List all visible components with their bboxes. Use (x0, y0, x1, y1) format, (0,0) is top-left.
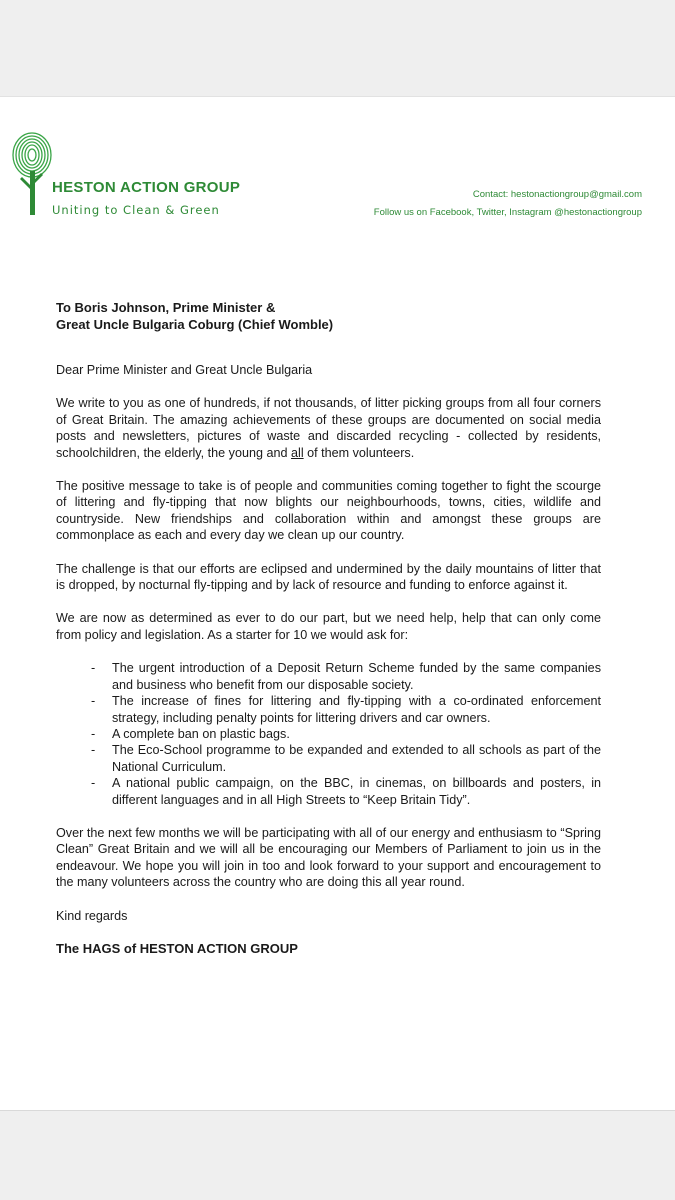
bullet-dash: - (91, 776, 96, 791)
paragraph-1 (56, 395, 601, 461)
list-item (91, 775, 601, 808)
closing: Kind regards (56, 908, 128, 923)
bullet-dash: - (91, 726, 96, 741)
addressee-line-2: Great Uncle Bulgaria Coburg (Chief Womble) (56, 317, 334, 332)
bullet-dash: - (91, 743, 96, 758)
paragraph-2: The positive message to take is of people and communities coming together to fight the scourge of littering and fly-tipping that now blights our neighbourhoods, towns, cities, wildlife and countryside. New friendships and collaboration within and amongst these groups are commonplace as each and every day we clean up our country. (56, 479, 601, 543)
list-item (91, 742, 601, 775)
list-item-text: The urgent introduction of a Deposit Return Scheme funded by the same companies and business who benefit from our disposable society. (112, 661, 601, 692)
paragraph-5: Over the next few months we will be participating with all of our energy and enthusiasm to “Spring Clean” Great Britain and we will all be encouraging our Members of Parliament to join us in the endeavour. We hope you will join in too and look forward to your support and encouragement to the many volunteers across the country who are doing this all year round. (56, 825, 601, 890)
paragraph-1-text: We write to you as one of hundreds, if not thousands, of litter picking groups from all four corners of Great Britain. The amazing achievements of these groups are documented on social media posts and newsletters, pictures of waste and discarded recycling - collected by residents, schoolchildren, the elderly, the young and (56, 396, 601, 460)
org-tagline: Uniting to Clean & Green (52, 203, 220, 217)
bullet-dash: - (91, 661, 96, 676)
org-name: HESTON ACTION GROUP (52, 179, 241, 196)
underlined-word: all (291, 445, 304, 460)
list-item-text: A national public campaign, on the BBC, in cinemas, on billboards and posters, in different languages and in all High Streets to “Keep Britain Tidy”. (112, 776, 601, 807)
bullet-dash: - (91, 694, 96, 709)
paragraph-1-end: of them volunteers. (303, 445, 415, 460)
green-fingerprint-tree-icon (10, 131, 52, 217)
paragraph-3: The challenge is that our efforts are eclipsed and undermined by the daily mountains of litter that is dropped, by nocturnal fly-tipping and by lack of resource and funding to enforce against it. (56, 561, 601, 593)
list-item-text: The Eco-School programme to be expanded and extended to all schools as part of the National Curriculum. (112, 743, 601, 774)
contact-email: Contact: hestonactiongroup@gmail.com (472, 189, 642, 200)
asks-list (56, 660, 601, 808)
letter-body (56, 299, 601, 957)
letter-page (0, 96, 675, 1111)
signature: The HAGS of HESTON ACTION GROUP (56, 940, 298, 956)
paragraph-4: We are now as determined as ever to do our part, but we need help, help that can only come from policy and legislation. As a starter for 10 we would ask for: (56, 611, 601, 642)
addressee-line-1: To Boris Johnson, Prime Minister & (56, 300, 276, 315)
list-item-text: The increase of fines for littering and fly-tipping with a co-ordinated enforcement strategy, including penalty points for littering drivers and car owners. (112, 694, 601, 725)
list-item-text: A complete ban on plastic bags. (112, 726, 290, 741)
salutation: Dear Prime Minister and Great Uncle Bulgaria (56, 363, 313, 377)
list-item (91, 660, 601, 693)
list-item (91, 693, 601, 726)
social-follow: Follow us on Facebook, Twitter, Instagram @hestonactiongroup (373, 207, 642, 218)
list-item (91, 726, 601, 742)
